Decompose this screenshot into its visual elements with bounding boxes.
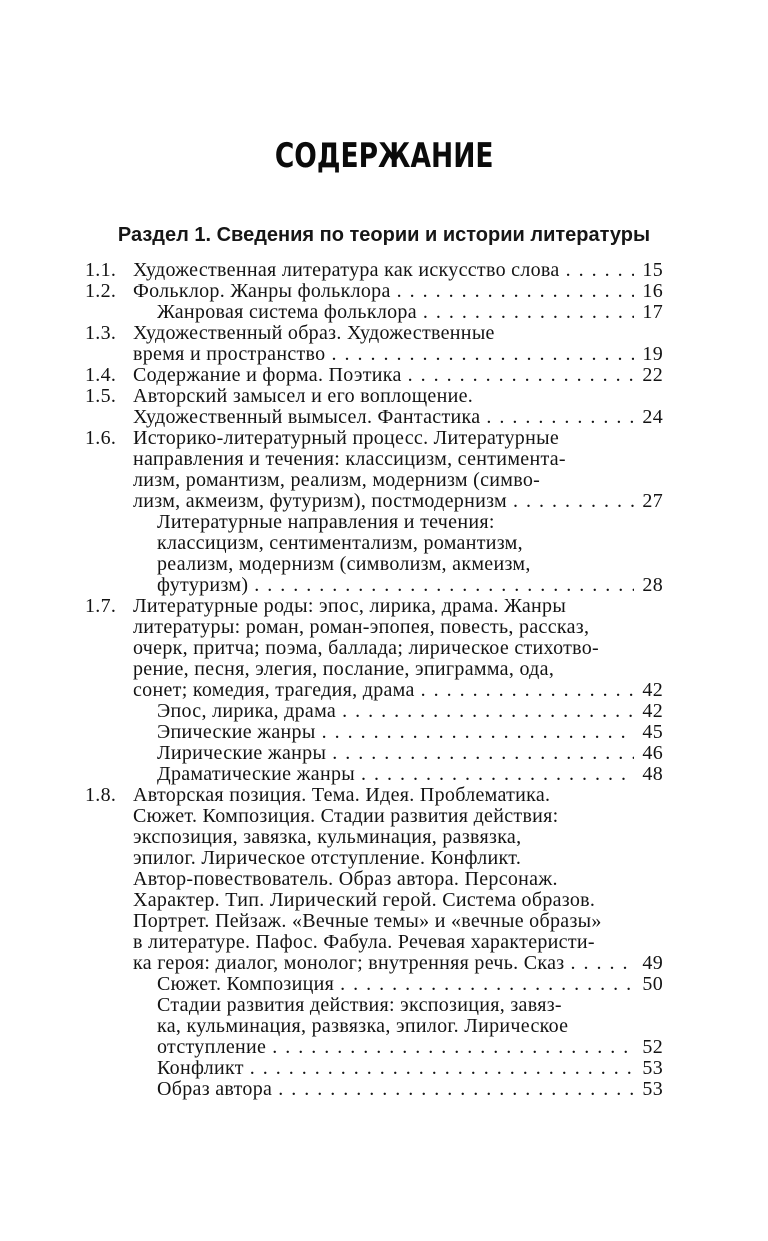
- toc-entry: [85, 386, 663, 428]
- toc-entry-line-text: отступление: [157, 1036, 267, 1058]
- page-title-wrap: [0, 0, 768, 174]
- toc-entry-text: [157, 512, 663, 596]
- toc-entry-line-text: Фольклор. Жанры фольклора: [133, 280, 391, 302]
- toc-entry-text: [157, 722, 663, 743]
- toc-entry-text: [157, 974, 663, 995]
- toc-entry-number: 1.6.: [85, 427, 117, 449]
- toc-entry-number: 1.1.: [85, 259, 117, 281]
- toc-page-number: 52: [642, 1036, 663, 1058]
- toc-entry-line: направления и течения: классицизм, сентимента-: [133, 448, 566, 470]
- toc-entry-line-text: футуризм): [157, 574, 249, 596]
- toc-entry: [85, 743, 663, 764]
- dot-leader: [340, 974, 634, 995]
- toc-entry-line: Литературные направления и течения:: [157, 511, 495, 533]
- toc-entry-last-line: [133, 407, 663, 428]
- toc-entry-text: [133, 785, 663, 974]
- dot-leader: [332, 743, 634, 764]
- toc-entry-text: [133, 428, 663, 512]
- dot-leader: [250, 1058, 634, 1079]
- toc-entry-line-text: Конфликт: [157, 1057, 244, 1079]
- toc-entry-text: [133, 260, 663, 281]
- toc-entry-text: [157, 701, 663, 722]
- toc-entry-line-text: Эпические жанры: [157, 721, 316, 743]
- toc-entry-last-line: [157, 1037, 663, 1058]
- toc-entry: [85, 995, 663, 1058]
- toc-entry-line: Историко-литературный процесс. Литературные: [133, 427, 560, 449]
- toc-entry-text: [157, 743, 663, 764]
- toc-entry: [85, 596, 663, 701]
- dot-leader: [408, 365, 634, 386]
- dot-leader: [272, 1037, 634, 1058]
- toc-entry-last-line: [133, 281, 663, 302]
- toc-entry: [85, 281, 663, 302]
- toc-entry-number: 1.5.: [85, 385, 117, 407]
- toc-page-number: 53: [642, 1078, 663, 1100]
- toc-entry-number: 1.8.: [85, 784, 117, 806]
- toc-entry: [85, 365, 663, 386]
- toc-entry-text: [133, 281, 663, 302]
- toc-entry-last-line: [157, 974, 663, 995]
- toc-entry-line: в литературе. Пафос. Фабула. Речевая характеристи-: [133, 931, 595, 953]
- dot-leader: [254, 575, 634, 596]
- toc-entry-last-line: [133, 491, 663, 512]
- toc-entry-line: Характер. Тип. Лирический герой. Система образов.: [133, 889, 596, 911]
- toc-page-number: 46: [642, 742, 663, 764]
- toc-page-number: 24: [642, 406, 663, 428]
- toc-entry-last-line: [157, 1079, 663, 1100]
- dot-leader: [423, 302, 634, 323]
- toc-entry-last-line: [157, 701, 663, 722]
- toc-entry: [85, 1058, 663, 1079]
- dot-leader: [331, 344, 634, 365]
- toc-entry-text: [133, 365, 663, 386]
- section-heading: Раздел 1. Сведения по теории и истории литературы: [117, 224, 651, 246]
- toc-page-number: 17: [642, 301, 663, 323]
- dot-leader: [566, 260, 634, 281]
- toc-entry-line: очерк, притча; поэма, баллада; лирическое стихотво-: [133, 637, 600, 659]
- toc-entry-number: 1.7.: [85, 595, 117, 617]
- toc-entry-line: Художественный образ. Художественные: [133, 322, 495, 344]
- dot-leader: [278, 1079, 634, 1100]
- toc-entry-last-line: [157, 743, 663, 764]
- toc-entry-line-text: время и пространство: [133, 343, 326, 365]
- toc-page-number: 28: [642, 574, 663, 596]
- toc-entry-text: [157, 302, 663, 323]
- toc-entry-line: реализм, модернизм (символизм, акмеизм,: [157, 553, 531, 575]
- toc-entry: [85, 764, 663, 785]
- toc-page-number: 22: [642, 364, 663, 386]
- toc-entry-number: 1.4.: [85, 364, 117, 386]
- toc-entry-text: [157, 995, 663, 1058]
- toc-page-number: 53: [642, 1057, 663, 1079]
- toc-entry-number: 1.2.: [85, 280, 117, 302]
- dot-leader: [421, 680, 634, 701]
- toc-entry-line: лизм, романтизм, реализм, модернизм (симво-: [133, 469, 541, 491]
- toc-entry: [85, 323, 663, 365]
- toc-entry-line-text: Эпос, лирика, драма: [157, 700, 337, 722]
- dot-leader: [342, 701, 634, 722]
- toc-page-number: 42: [642, 679, 663, 701]
- dot-leader: [513, 491, 634, 512]
- dot-leader: [322, 722, 634, 743]
- toc-entry-line: классицизм, сентиментализм, романтизм,: [157, 532, 523, 554]
- toc-entry-line: Портрет. Пейзаж. «Вечные темы» и «вечные образы»: [133, 910, 602, 932]
- toc-entry-last-line: [133, 260, 663, 281]
- toc-entry-last-line: [157, 302, 663, 323]
- toc-page-number: 19: [642, 343, 663, 365]
- toc-entry-last-line: [133, 680, 663, 701]
- toc-entry-line: ка, кульминация, развязка, эпилог. Лирическое: [157, 1015, 569, 1037]
- toc-entry-line: Сюжет. Композиция. Стадии развития действия:: [133, 805, 559, 827]
- toc-entry: [85, 512, 663, 596]
- toc-entry-last-line: [157, 764, 663, 785]
- toc-entry-text: [133, 323, 663, 365]
- toc-entry: [85, 260, 663, 281]
- toc-entry-line-text: Жанровая система фольклора: [157, 301, 417, 323]
- dot-leader: [570, 953, 634, 974]
- toc-entry-last-line: [157, 1058, 663, 1079]
- toc-entry-line: рение, песня, элегия, послание, эпиграмма, ода,: [133, 658, 555, 680]
- toc-entry-last-line: [157, 575, 663, 596]
- toc-page-number: 49: [642, 952, 663, 974]
- toc-entry-text: [133, 596, 663, 701]
- toc-entry-line-text: Художественная литература как искусство слова: [133, 259, 560, 281]
- dot-leader: [486, 407, 634, 428]
- toc-page-number: 42: [642, 700, 663, 722]
- toc-entry-line: Литературные роды: эпос, лирика, драма. Жанры: [133, 595, 567, 617]
- toc-entry-last-line: [157, 722, 663, 743]
- toc-entry-line-text: Драматические жанры: [157, 763, 355, 785]
- toc-entry-line-text: лизм, акмеизм, футуризм), постмодернизм: [133, 490, 507, 512]
- toc-entry-text: [157, 1058, 663, 1079]
- toc-entry-number: 1.3.: [85, 322, 117, 344]
- toc-page-number: 48: [642, 763, 663, 785]
- toc-entry: [85, 701, 663, 722]
- toc-list: [85, 260, 663, 1100]
- toc-entry-line: Стадии развития действия: экспозиция, завяз-: [157, 994, 562, 1016]
- toc-entry-line: Авторский замысел и его воплощение.: [133, 385, 474, 407]
- toc-entry-line-text: Лирические жанры: [157, 742, 327, 764]
- toc-entry-line-text: Образ автора: [157, 1078, 273, 1100]
- toc-entry-last-line: [133, 365, 663, 386]
- toc-page-number: 45: [642, 721, 663, 743]
- toc-entry-line-text: Художественный вымысел. Фантастика: [133, 406, 481, 428]
- page-title: СОДЕРЖАНИЕ: [274, 136, 494, 176]
- toc-entry: [85, 974, 663, 995]
- toc-entry-line: литературы: роман, роман-эпопея, повесть, рассказ,: [133, 616, 590, 638]
- toc-entry-line-text: ка героя: диалог, монолог; внутренняя речь. Сказ: [133, 952, 565, 974]
- toc-entry-text: [157, 1079, 663, 1100]
- dot-leader: [361, 764, 634, 785]
- toc-entry-line-text: Сюжет. Композиция: [157, 973, 335, 995]
- toc-entry-text: [157, 764, 663, 785]
- toc-entry-text: [133, 386, 663, 428]
- toc-entry-line: Авторская позиция. Тема. Идея. Проблематика.: [133, 784, 551, 806]
- toc-entry-last-line: [133, 953, 663, 974]
- toc-entry-line-text: сонет; комедия, трагедия, драма: [133, 679, 415, 701]
- toc-page-number: 16: [642, 280, 663, 302]
- toc-page-number: 15: [642, 259, 663, 281]
- toc-page-number: 50: [642, 973, 663, 995]
- toc-entry: [85, 428, 663, 512]
- dot-leader: [397, 281, 634, 302]
- toc-entry: [85, 1079, 663, 1100]
- toc-entry-line: эпилог. Лирическое отступление. Конфликт.: [133, 847, 522, 869]
- toc-entry: [85, 722, 663, 743]
- toc-page-number: 27: [642, 490, 663, 512]
- toc-entry-last-line: [133, 344, 663, 365]
- toc-entry-line: экспозиция, завязка, кульминация, развязка,: [133, 826, 522, 848]
- toc-entry-line: Автор-повествователь. Образ автора. Персонаж.: [133, 868, 558, 890]
- toc-entry: [85, 785, 663, 974]
- toc-entry: [85, 302, 663, 323]
- toc-entry-line-text: Содержание и форма. Поэтика: [133, 364, 402, 386]
